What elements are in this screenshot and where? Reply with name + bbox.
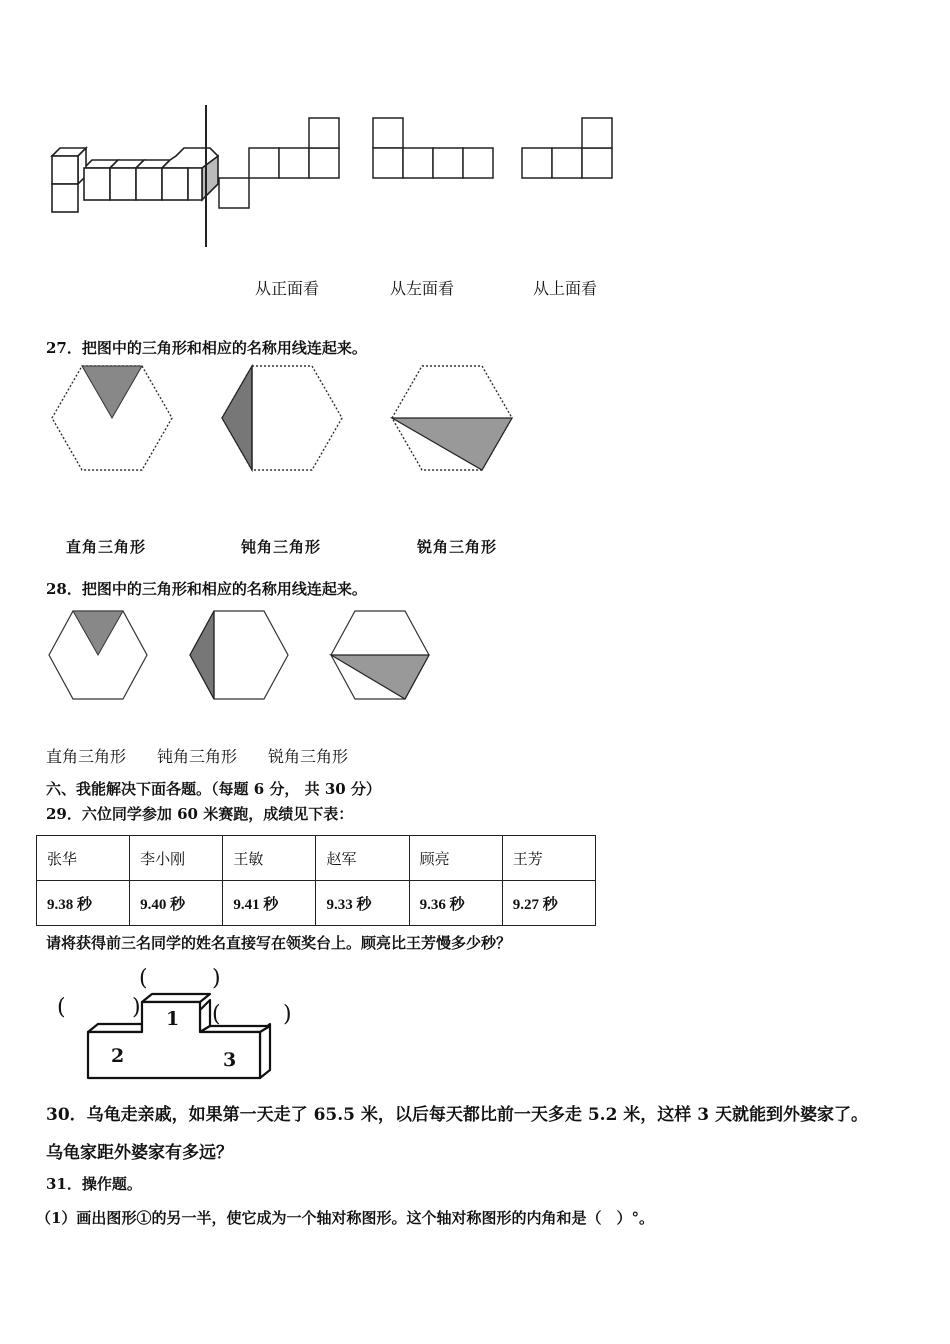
q27-hexagon-obtuse-triangle — [390, 363, 514, 473]
q31-title: 31．操作题。 — [46, 1175, 142, 1193]
table-row — [37, 836, 596, 881]
q28-label-acute: 锐角三角形 — [268, 747, 349, 766]
podium-paren-left-open: ( — [57, 995, 66, 1020]
q28-label-obtuse: 钝角三角形 — [157, 747, 238, 766]
section6-title: 六、我能解决下面各题。（每题 6 分， 共 30 分） — [46, 780, 381, 798]
q28-hexagon-acute-triangle — [188, 609, 290, 701]
q27-title: 27．把图中的三角形和相应的名称用线连起来。 — [46, 339, 367, 357]
table-row — [37, 881, 596, 926]
podium-paren-right-close: ) — [283, 1002, 292, 1027]
table-cell-name: 顾亮 — [409, 836, 502, 881]
top-view-grid — [521, 117, 616, 182]
table-cell-time: 9.38 秒 — [37, 881, 130, 926]
podium-paren-top-open: ( — [139, 966, 148, 991]
left-view-label: 从左面看 — [390, 279, 455, 298]
q27-label-right: 直角三角形 — [66, 538, 147, 556]
podium-paren-left-close: ) — [132, 995, 141, 1020]
table-cell-name: 张华 — [37, 836, 130, 881]
cube-figure — [40, 140, 230, 260]
table-cell-time: 9.27 秒 — [502, 881, 595, 926]
table-cell-time: 9.40 秒 — [130, 881, 223, 926]
q27-hexagon-acute-triangle — [220, 363, 344, 473]
q27-hexagon-right-triangle — [50, 363, 174, 473]
scores-table — [36, 835, 596, 926]
table-cell-time: 9.41 秒 — [223, 881, 316, 926]
separator-line — [205, 105, 207, 247]
front-view-label: 从正面看 — [255, 279, 320, 298]
table-cell-name: 李小刚 — [130, 836, 223, 881]
podium-paren-top-close: ) — [212, 966, 221, 991]
q29-question: 请将获得前三名同学的姓名直接写在领奖台上。顾亮比王芳慢多少秒？ — [46, 934, 512, 952]
podium-place-3: 3 — [223, 1049, 237, 1071]
table-cell-time: 9.33 秒 — [316, 881, 409, 926]
q28-hexagon-obtuse-triangle — [329, 609, 431, 701]
q28-title: 28．把图中的三角形和相应的名称用线连起来。 — [46, 580, 367, 598]
table-cell-name: 王敏 — [223, 836, 316, 881]
q30-line2: 乌龟家距外婆家有多远？ — [46, 1143, 233, 1163]
table-cell-time: 9.36 秒 — [409, 881, 502, 926]
q30-line1: 30．乌龟走亲戚，如果第一天走了 65.5 米，以后每天都比前一天多走 5.2 米，这样 3 天就能到外婆家了。 — [46, 1105, 868, 1125]
q27-label-obtuse: 钝角三角形 — [241, 538, 322, 556]
q28-hexagon-right-triangle — [47, 609, 149, 701]
front-view-grid — [218, 117, 343, 212]
top-view-label: 从上面看 — [533, 279, 598, 298]
podium-paren-right-open: ( — [212, 1002, 221, 1027]
podium-place-2: 2 — [111, 1045, 125, 1067]
q28-label-right: 直角三角形 — [46, 747, 127, 766]
podium-place-1: 1 — [166, 1008, 180, 1030]
q27-label-acute: 锐角三角形 — [417, 538, 498, 556]
table-cell-name: 王芳 — [502, 836, 595, 881]
q29-title: 29．六位同学参加 60 米赛跑，成绩见下表： — [46, 805, 354, 823]
q31-part1: （1）画出图形①的另一半，使它成为一个轴对称图形。这个轴对称图形的内角和是（ ）°。 — [36, 1209, 654, 1227]
table-cell-name: 赵军 — [316, 836, 409, 881]
left-view-grid — [372, 117, 497, 182]
